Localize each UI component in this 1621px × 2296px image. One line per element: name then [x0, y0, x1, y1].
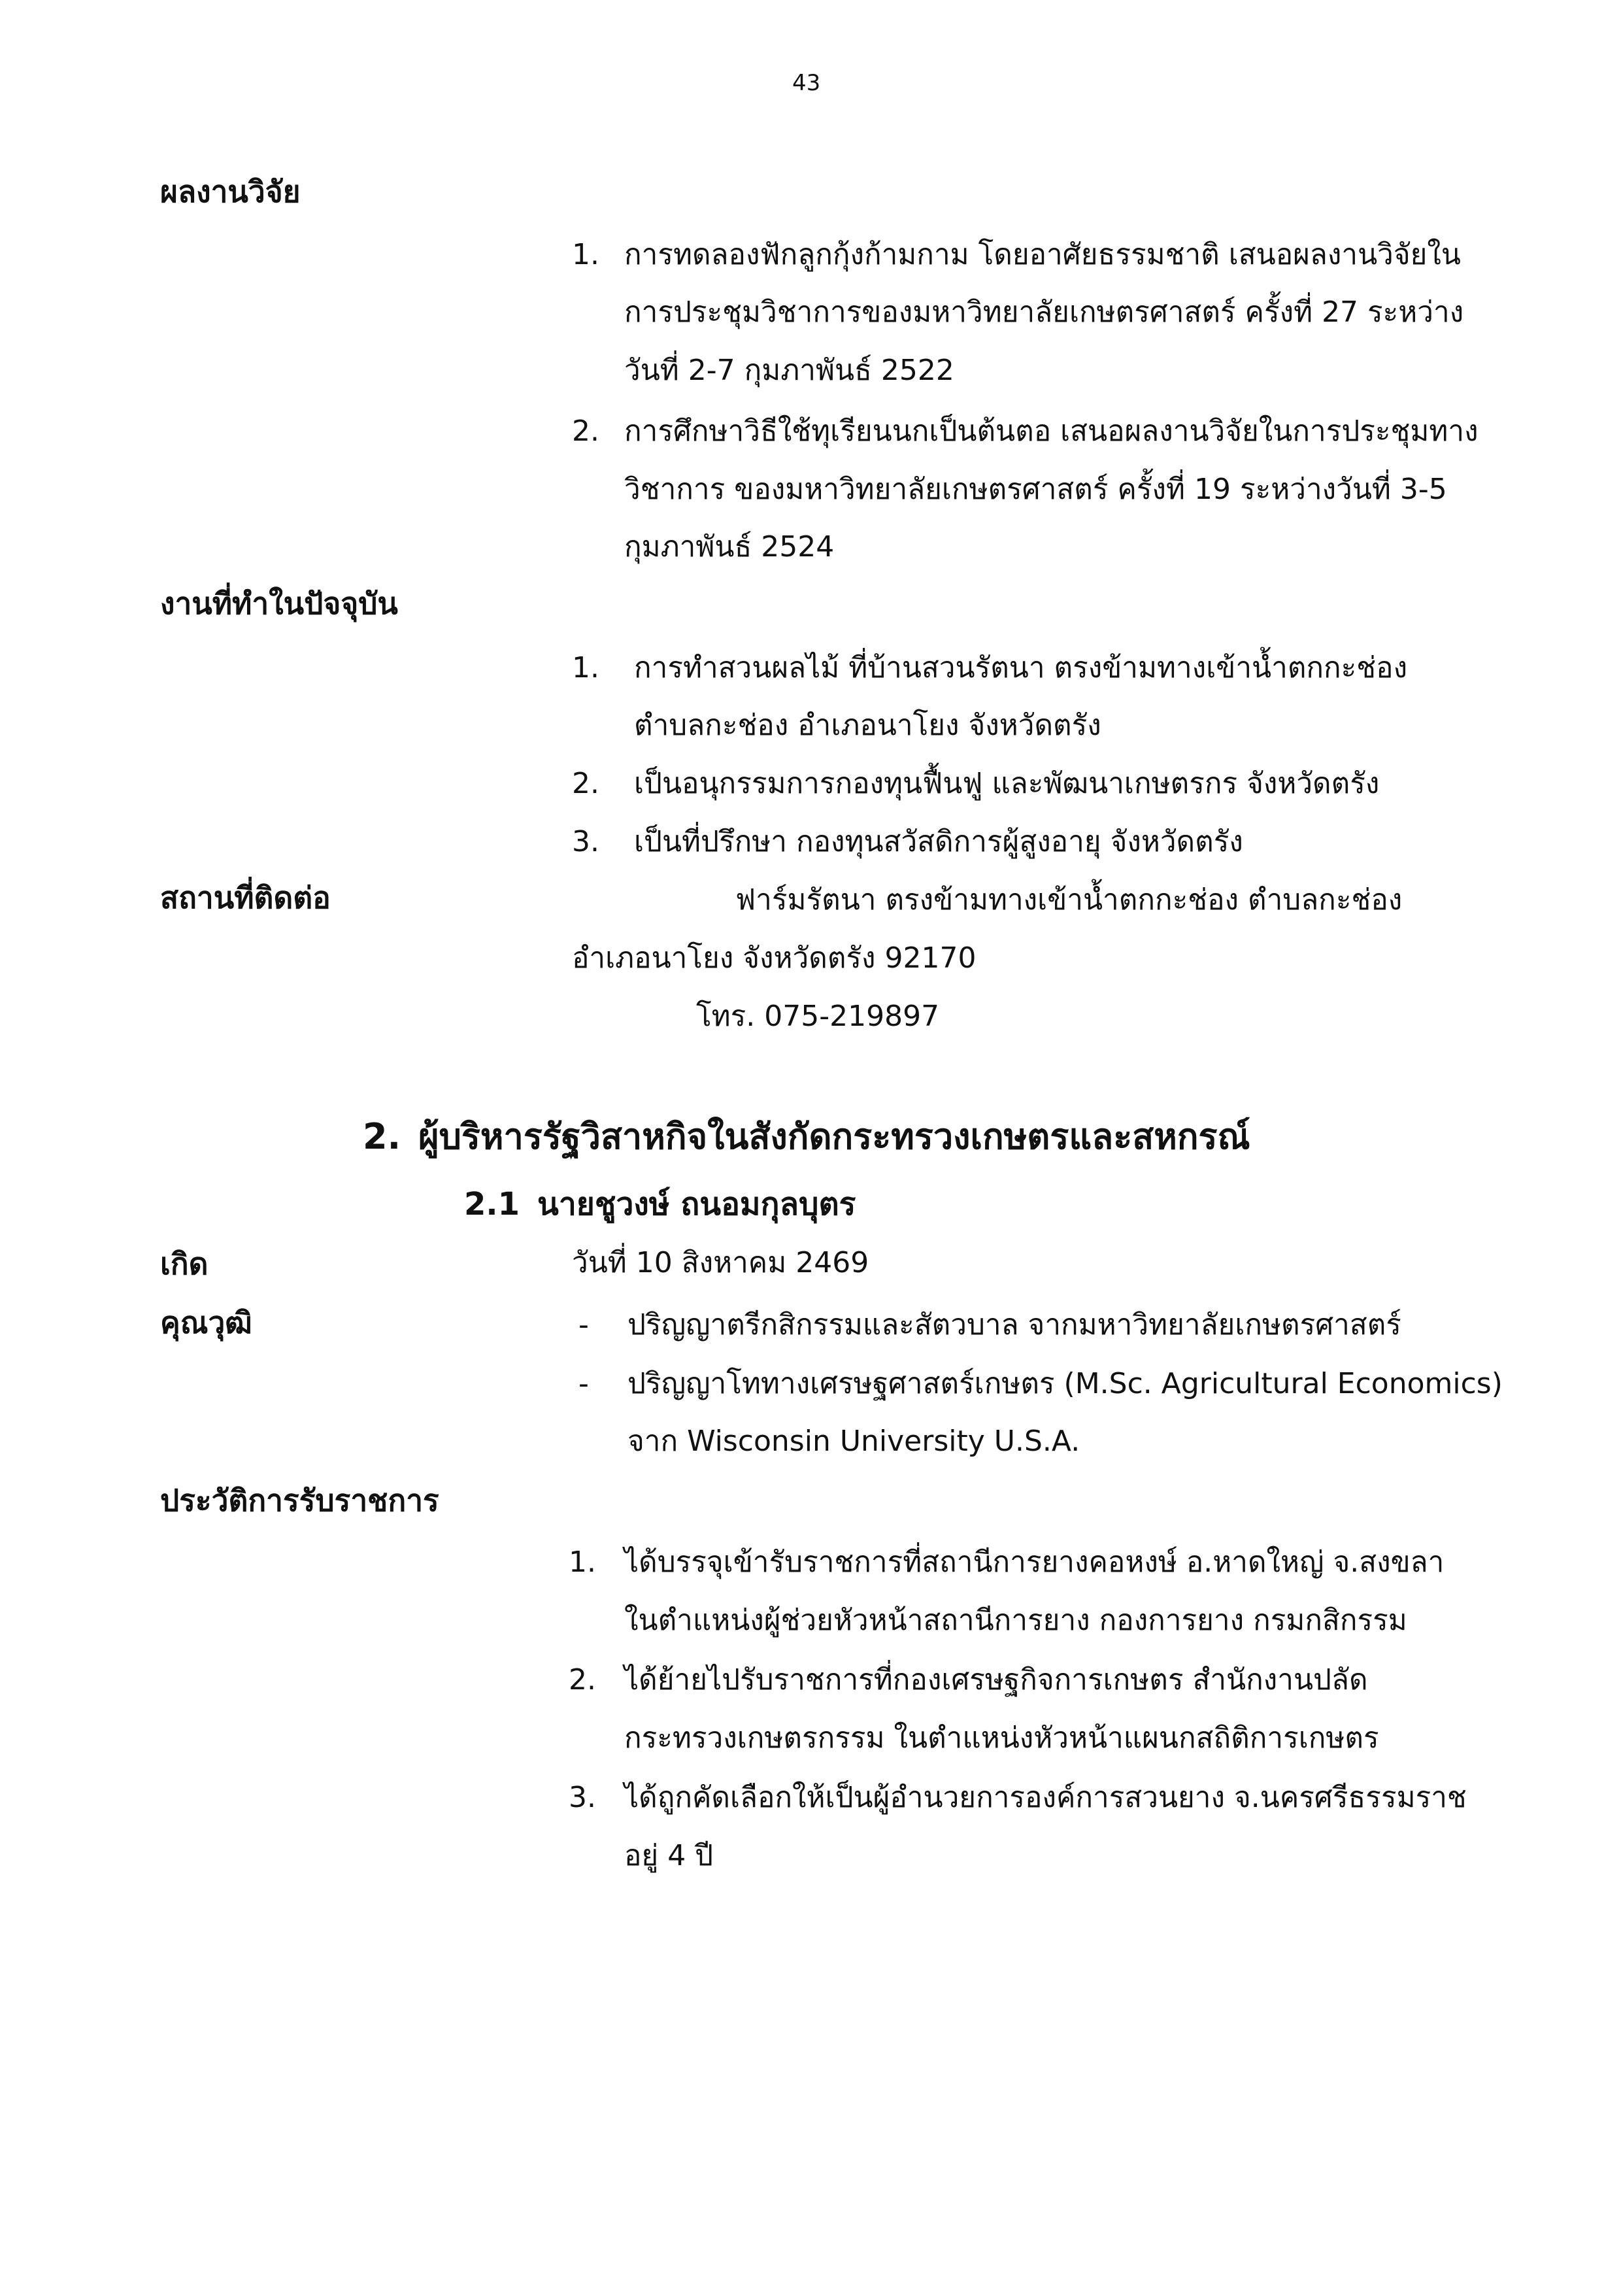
current-work-item-1-line-1: การทำสวนผลไม้ ที่บ้านสวนรัตนา ตรงข้ามทางเข้าน้ำตกกะช่อง	[634, 651, 1408, 684]
section-2-title: ผู้บริหารรัฐวิสาหกิจในสังกัดกระทรวงเกษตรและสหกรณ์	[418, 1116, 1250, 1157]
born-value: วันที่ 10 สิงหาคม 2469	[572, 1246, 869, 1279]
education-item-2-line-2: จาก Wisconsin University U.S.A.	[627, 1425, 1080, 1458]
section-2-number: 2.	[363, 1116, 401, 1157]
current-work-heading: งานที่ทำในปัจจุบัน	[160, 586, 398, 621]
subsection-name: นายชูวงษ์ ถนอมกุลบุตร	[537, 1186, 856, 1223]
career-item-3-line-1: ได้ถูกคัดเลือกให้เป็นผู้อำนวยการองค์การสวนยาง จ.นครศรีธรรมราช	[624, 1781, 1467, 1814]
research-item-2-number: 2.	[572, 414, 599, 448]
contact-heading: สถานที่ติดต่อ	[160, 880, 331, 915]
education-item-1-line-1: ปริญญาตรีกสิกรรมและสัตวบาล จากมหาวิทยาลัยเกษตรศาสตร์	[627, 1308, 1401, 1342]
current-work-item-1-line-2: ตำบลกะช่อง อำเภอนาโยง จังหวัดตรัง	[634, 709, 1101, 742]
page-number: 43	[792, 70, 821, 96]
research-item-1-number: 1.	[572, 238, 599, 271]
current-work-item-1-number: 1.	[572, 651, 599, 684]
education-item-1-bullet: -	[578, 1308, 589, 1342]
research-item-2-line-1: การศึกษาวิธีใช้ทุเรียนนกเป็นต้นตอ เสนอผลงานวิจัยในการประชุมทาง	[624, 414, 1479, 448]
research-item-1-line-3: วันที่ 2-7 กุมภาพันธ์ 2522	[624, 354, 954, 387]
career-item-2-line-1: ได้ย้ายไปรับราชการที่กองเศรษฐกิจการเกษตร สำนักงานปลัด	[624, 1663, 1368, 1697]
current-work-item-3-line-1: เป็นที่ปรึกษา กองทุนสวัสดิการผู้สูงอายุ จังหวัดตรัง	[634, 825, 1243, 858]
contact-line-1: ฟาร์มรัตนา ตรงข้ามทางเข้าน้ำตกกะช่อง ตำบลกะช่อง	[735, 883, 1403, 917]
current-work-item-2-number: 2.	[572, 767, 599, 800]
career-item-2-line-2: กระทรวงเกษตรกรรม ในตำแหน่งหัวหน้าแผนกสถิติการเกษตร	[624, 1721, 1379, 1755]
career-item-3-line-2: อยู่ 4 ปี	[624, 1839, 714, 1872]
born-label: เกิด	[160, 1246, 209, 1281]
career-item-1-line-2: ในตำแหน่งผู้ช่วยหัวหน้าสถานีการยาง กองการยาง กรมกสิกรรม	[624, 1604, 1407, 1637]
research-item-1-line-2: การประชุมวิชาการของมหาวิทยาลัยเกษตรศาสตร์ ครั้งที่ 27 ระหว่าง	[624, 295, 1464, 329]
education-item-2-bullet: -	[578, 1367, 589, 1400]
research-heading: ผลงานวิจัย	[160, 174, 301, 209]
research-item-2-line-2: วิชาการ ของมหาวิทยาลัยเกษตรศาสตร์ ครั้งที่ 19 ระหว่างวันที่ 3-5	[624, 473, 1447, 506]
contact-phone: โทร. 075-219897	[696, 1000, 940, 1033]
subsection-number: 2.1	[464, 1186, 520, 1223]
career-item-1-number: 1.	[569, 1545, 596, 1579]
education-label: คุณวุฒิ	[160, 1305, 252, 1340]
current-work-item-2-line-1: เป็นอนุกรรมการกองทุนฟื้นฟู และพัฒนาเกษตรกร จังหวัดตรัง	[634, 767, 1380, 800]
research-item-1-line-1: การทดลองฟักลูกกุ้งก้ามกาม โดยอาศัยธรรมชาติ เสนอผลงานวิจัยใน	[624, 238, 1461, 271]
current-work-item-3-number: 3.	[572, 825, 599, 858]
career-item-3-number: 3.	[569, 1781, 596, 1814]
career-label: ประวัติการรับราชการ	[160, 1483, 439, 1518]
contact-line-2: อำเภอนาโยง จังหวัดตรัง 92170	[572, 941, 977, 975]
career-item-2-number: 2.	[569, 1663, 596, 1697]
career-item-1-line-1: ได้บรรจุเข้ารับราชการที่สถานีการยางคอหงษ์ อ.หาดใหญ่ จ.สงขลา	[624, 1545, 1445, 1579]
research-item-2-line-3: กุมภาพันธ์ 2524	[624, 530, 835, 564]
education-item-2-line-1: ปริญญาโททางเศรษฐศาสตร์เกษตร (M.Sc. Agricultural Economics)	[627, 1367, 1503, 1400]
